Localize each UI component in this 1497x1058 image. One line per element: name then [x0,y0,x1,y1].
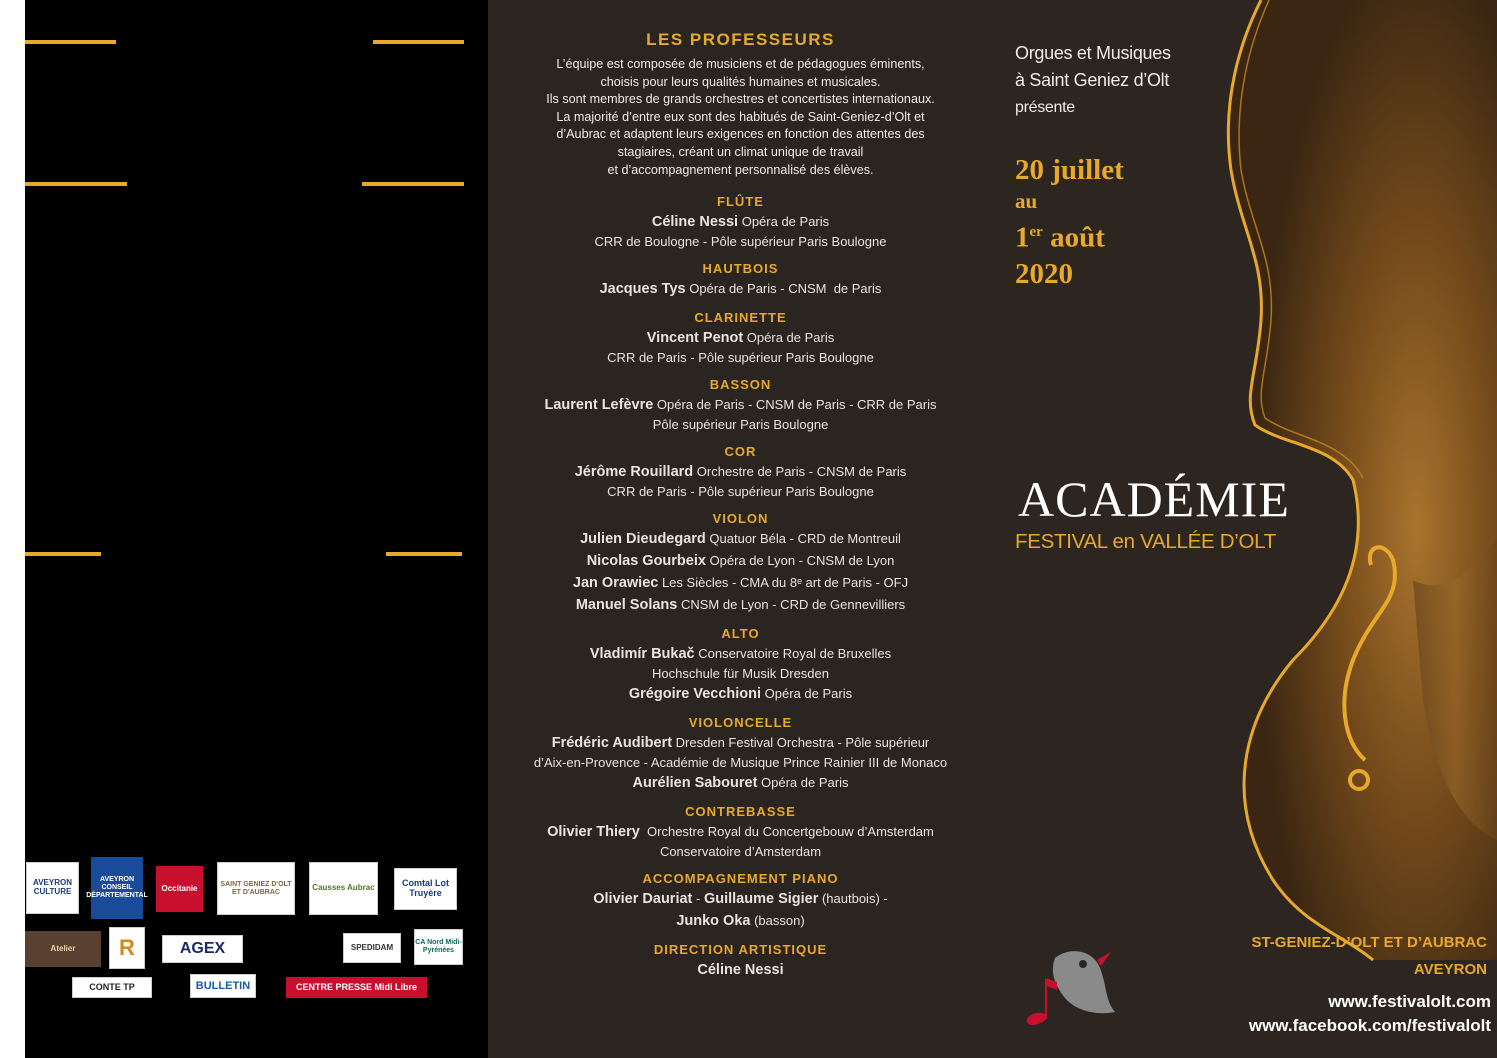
teacher-affiliation: Opéra de Paris [743,330,835,346]
intro-line: L’équipe est composée de musiciens et de pédagogues éminents, [556,57,925,71]
date-au: au [1015,189,1038,213]
date-end: 1er août [1015,221,1105,254]
instrument-section [488,309,993,367]
gold-rule [25,552,101,556]
teacher-affiliation: Hochschule für Musik Dresden [651,666,830,682]
teacher-affiliation: Opéra de Paris [761,686,853,702]
teacher-name: Nicolas Gourbeix [586,553,706,570]
instrument-title: DIRECTION ARTISTIQUE [653,942,828,958]
teacher-name: Manuel Solans [575,597,678,614]
teacher-line [488,394,993,416]
gold-rule [362,182,464,186]
teacher-affiliation: Orchestre Royal du Concertgebouw d’Amsterdam [639,824,934,840]
teacher-line [488,910,993,932]
instrument-title: CONTREBASSE [685,804,796,820]
professeurs-title: LES PROFESSEURS [646,30,835,49]
teacher-affiliation: CRR de Boulogne - Pôle supérieur Paris Boulogne [594,234,887,250]
website-link[interactable]: www.festivalolt.com [1328,992,1491,1011]
teacher-affiliation: Dresden Festival Orchestra - Pôle supérieur [672,735,930,751]
instrument-section [488,443,993,501]
logo-occitanie: Occitanie [156,866,203,912]
teacher-affiliation: Opéra de Paris [738,214,830,230]
intro-line: d’Aubrac et adaptent leurs exigences en fonction des attentes des [556,127,925,142]
teacher-name: Vladimír Bukač [589,646,695,663]
instrument-section [488,510,993,616]
instrument-section [488,193,993,251]
teacher-affiliation: Quatuor Béla - CRD de Montreuil [705,531,901,547]
intro-text [488,56,993,179]
teacher-name: Vincent Penot [646,330,744,347]
instrument-title: ALTO [721,626,760,642]
instrument-title: COR [724,444,757,460]
teacher-name: Céline Nessi [651,214,739,231]
presenter-line: Orgues et Musiques [1015,43,1171,63]
affiliation-line [488,843,993,861]
teacher-affiliation: Conservatoire Royal de Bruxelles [694,646,892,662]
academie-subtitle: FESTIVAL en VALLÉE D’OLT [1015,530,1276,553]
instrument-section [488,870,993,932]
teacher-line [488,461,993,483]
teacher-affiliation: (basson) [750,913,805,929]
teacher-affiliation: d’Aix-en-Provence - Académie de Musique Prince Rainier III de Monaco [533,755,948,771]
teacher-line [488,888,993,910]
logo-spedidam: SPEDIDAM [343,933,401,963]
logo-bulletin: BULLETIN [190,974,256,998]
logo-centre-presse: CENTRE PRESSE Midi Libre [286,977,427,998]
affiliation-line [488,416,993,434]
location-town: ST-GENIEZ-D’OLT ET D’AUBRAC [1251,934,1487,951]
gold-rule [386,552,462,556]
gold-rule [373,40,464,44]
teacher-line [488,278,993,300]
teacher-affiliation: Opéra de Paris - CNSM de Paris [685,281,882,297]
teacher-line [488,594,993,616]
presenter-line: présente [1015,99,1075,116]
teacher-line [488,959,993,981]
teacher-line [488,821,993,843]
teacher-name: Guillaume Sigier [703,891,819,908]
teacher-name: Julien Dieudegard [580,531,706,548]
festival-bird-logo [1015,938,1125,1026]
teacher-name: Céline Nessi [697,962,784,979]
logo-conte-tp: CONTE TP [72,977,152,998]
teacher-line [488,643,993,665]
teacher-name: Jan Orawiec [572,575,659,592]
links-block [1249,990,1491,1038]
teacher-line [488,528,993,550]
instrument-section [488,625,993,705]
teacher-affiliation: Les Siècles - CMA du 8ᵉ art de Paris - OFJ [658,575,909,591]
logo-aveyron-culture: AVEYRON CULTURE [26,862,79,914]
affiliation-line [488,233,993,251]
teacher-name: Frédéric Audibert [551,735,673,752]
logo-aveyron-departement: AVEYRON CONSEIL DÉPARTEMENTAL [91,857,143,919]
date-block [1015,152,1124,292]
left-panel [25,0,488,1058]
presenter-line: à Saint Geniez d’Olt [1015,70,1170,90]
instrument-section [488,376,993,434]
presenter-block [1015,40,1171,121]
instrument-title: BASSON [709,377,772,393]
teacher-affiliation: Opéra de Paris - CNSM de Paris - CRR de Paris [653,397,937,413]
teacher-name: Jérôme Rouillard [574,464,694,481]
teacher-affiliation: Pôle supérieur Paris Boulogne [652,417,829,433]
teacher-name: Laurent Lefèvre [544,397,654,414]
logo-atelier: Atelier [25,931,101,967]
logo-comtal-lot-truyere: Comtal Lot Truyère [394,868,457,910]
instrument-section [488,803,993,861]
intro-line: Ils sont membres de grands orchestres et concertistes internationaux. [546,92,935,107]
logo-agex: AGEX [162,935,243,963]
instrument-section [488,941,993,981]
facebook-link[interactable]: www.facebook.com/festivalolt [1248,1016,1491,1035]
professeurs-panel [488,0,993,1058]
teacher-line [488,732,993,754]
teacher-name: Olivier Dauriat [593,891,693,908]
teacher-name: Jacques Tys [599,281,686,298]
teacher-affiliation: CRR de Paris - Pôle supérieur Paris Boulogne [607,350,874,366]
teacher-line [488,550,993,572]
affiliation-line [488,754,993,772]
teacher-line [488,211,993,233]
teacher-affiliation: (hautbois) - [818,891,888,907]
teacher-line [488,572,993,594]
intro-line: stagiaires, créant un climat unique de travail [617,144,864,159]
instrument-section [488,714,993,794]
teacher-affiliation: Opéra de Lyon - CNSM de Lyon [705,553,895,569]
academie-title: ACADÉMIE [1018,471,1290,527]
date-start: 20 juillet [1015,154,1124,186]
teacher-line [488,327,993,349]
instrument-title: VIOLONCELLE [688,715,793,731]
teacher-name: Aurélien Sabouret [632,775,758,792]
intro-line: choisis pour leurs qualités humaines et musicales. [600,74,881,89]
logo-causses-aubrac: Causses Aubrac [309,862,378,915]
instrument-section [488,260,993,300]
teacher-affiliation: Orchestre de Paris - CNSM de Paris [693,464,907,480]
affiliation-line [488,665,993,683]
teacher-name: Grégoire Vecchioni [628,686,762,703]
intro-line: et d’accompagnement personnalisé des élèves. [607,162,874,177]
teacher-affiliation: CNSM de Lyon - CRD de Gennevilliers [677,597,906,613]
affiliation-line [488,483,993,501]
instrument-title: VIOLON [712,511,769,527]
professeurs-content [488,30,993,981]
sections-list [488,193,993,981]
teacher-affiliation: - [692,891,704,907]
logo-saint-geniez: SAINT GENIEZ D'OLT ET D'AUBRAC [217,862,295,915]
cover-panel [993,0,1497,1058]
teacher-name: Olivier Thiery [547,824,640,841]
instrument-title: HAUTBOIS [702,261,779,277]
teacher-affiliation: Opéra de Paris [757,775,849,791]
teacher-line [488,772,993,794]
teacher-affiliation: Conservatoire d’Amsterdam [659,844,822,860]
gold-rule [25,182,127,186]
gold-rule [25,40,116,44]
instrument-title: ACCOMPAGNEMENT PIANO [642,871,839,887]
logo-r: R [109,927,145,969]
instrument-title: CLARINETTE [694,310,787,326]
intro-line: La majorité d’entre eux sont des habitués de Saint-Geniez-d’Olt et [556,109,925,124]
date-year: 2020 [1015,257,1073,290]
teacher-line [488,683,993,705]
location-block [1251,929,1487,983]
affiliation-line [488,349,993,367]
logo-credit-agricole: CA Nord Midi-Pyrénées [414,929,463,965]
location-department: AVEYRON [1413,961,1487,978]
teacher-name: Junko Oka [676,913,751,930]
teacher-affiliation: CRR de Paris - Pôle supérieur Paris Boulogne [607,484,874,500]
instrument-title: FLÛTE [717,194,764,210]
